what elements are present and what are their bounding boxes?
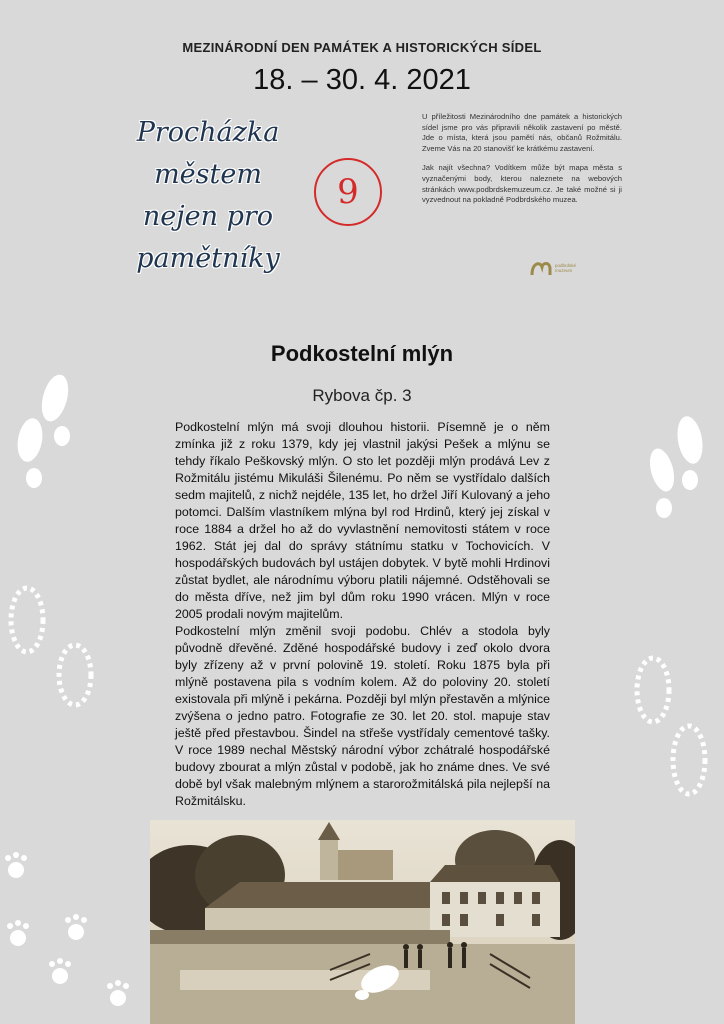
series-title-line: Procházka [136,117,280,148]
intro-paragraph: U příležitosti Mezinárodního dne památek a historických sídel jsme pro vás připravili několik zastavení po městě. Jde o místa, která jsou pamětí nás, občanů Rožmitálu. Zveme Vás na 20 stanovišť ke krátkému zastavení. [422,112,622,153]
paw-print-icon [0,850,140,1024]
intro-text [422,112,622,215]
series-title [118,112,298,280]
event-date: 18. – 30. 4. 2021 [253,64,471,96]
footprint-icon [640,410,720,540]
article-body [175,419,550,810]
series-title-line: městem [154,159,262,190]
shoe-print-icon [5,580,100,720]
shoe-print-icon [625,650,720,810]
museum-logo-text: podbrdské muzeum [555,263,577,273]
museum-logo-icon [530,259,552,277]
article-title: Podkostelní mlýn [270,341,454,366]
intro-paragraph: Jak najít všechna? Vodítkem může být mapa města s vyznačenými body, kterou naleznete na webových stránkách www.podbrdskemuzeum.cz. Je také možné si ji vyzvednout na pokladně Podbrdského muzea. [422,163,622,205]
article-paragraph: Podkostelní mlýn má svoji dlouhou historii. Písemně je o něm zmínka již z roku 1379, kdy jej vlastnil jakýsi Pešek a mlýnu se tehdy říkalo Peškovský mlýn. O sto let později mlýn prodává Lev z Rožmitálu jistému Mikuláši Šilenému. Po něm se vystřídalo dalších sedm majitelů, z nichž nejdéle, 135 let, ho držel Jiří Kulovaný a jeho potomci. Dalším vlastníkem mlýna byl rod Hrdinů, který jej získal v roce 1884 a držel ho až do vyvlastnění nemovitosti státem v roce 1962. Stát jej dal do správy státnímu statku v Tochovicích. V hospodářských budovách byl ustájen dobytek. V bytě mohli Hrdinovi zůstat bydlet, ale národnímu výboru platili nájemné. Odstěhovali se do města dříve, než jim byl dům roku 1990 vrácen. Mlýn v roce 2005 prodali novým majitelům. [175,420,550,621]
stop-number-badge [314,158,382,226]
article-paragraph: Podkostelní mlýn změnil svoji podobu. Chlév a stodola byly původně dřevěné. Zděné hospodářské budovy i zeď okolo dvora byly zřízeny až v první polovině 19. století. Roku 1875 byla při mlýně postavena pila s vodním kolem. Až do poloviny 20. století existovala při mlýně i pekárna. Později byl mlýn přestavěn a mlýnice zvýšena o jedno patro. Fotografie ze 30. let 20. stol. mapuje stav ještě před přestavbou. Šindel na střeše vystřídaly cementové tašky. V roce 1989 nechal Městský národní výbor zchátralé hospodářské budovy zbourat a mlýn zůstal v podobě, jak ho známe dnes. Ve své době byl však malebným mlýnem a starorožmitálská pila nejlepší na Rožmitálsku. [175,624,550,808]
museum-logo [530,259,585,277]
event-title: MEZINÁRODNÍ DEN PAMÁTEK A HISTORICKÝCH SÍDEL [182,40,542,55]
stop-number: 9 [337,172,359,212]
footprint-icon [10,370,80,500]
series-title-line: nejen pro [142,201,274,232]
series-title-line: pamětníky [136,243,280,274]
footprint-icon [350,955,410,1024]
article-address: Rybova čp. 3 [312,386,412,405]
